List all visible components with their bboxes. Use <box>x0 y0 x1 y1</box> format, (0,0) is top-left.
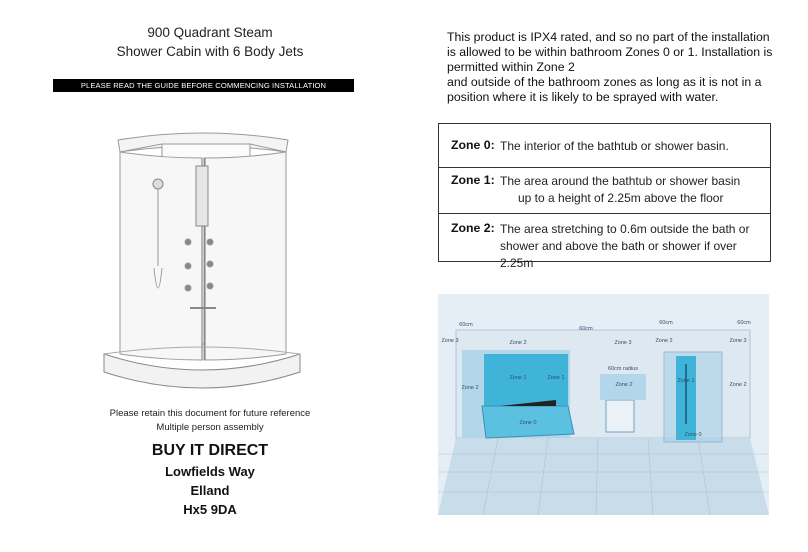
diagram-label-zone3-left: Zone 3 <box>441 338 459 344</box>
bathroom-zones-diagram <box>438 294 769 515</box>
zone-row <box>439 167 770 214</box>
ipx-line: is allowed to be within bathroom Zones 0 or 1. Installation is <box>447 45 773 59</box>
zone-description-line: The interior of the bathtub or shower basin. <box>500 139 729 153</box>
diagram-label-zone1-a: Zone 1 <box>509 375 527 381</box>
zone-description-line: up to a height of 2.25m above the floor <box>518 191 724 205</box>
diagram-label-zone2-a: Zone 2 <box>461 385 479 391</box>
shower-cabin-illustration <box>100 118 305 403</box>
assembly-note: Multiple person assembly <box>156 422 264 433</box>
retain-note: Please retain this document for future reference <box>109 408 311 419</box>
zone-description-line: The area stretching to 0.6m outside the bath or <box>500 222 750 236</box>
zone-description <box>500 173 740 207</box>
company-address1: Lowfields Way <box>165 464 255 479</box>
company-address2: Elland <box>190 483 230 498</box>
diagram-dim-60cm-c: 60cm <box>659 320 673 326</box>
ipx-notice <box>447 30 792 105</box>
zone-label: Zone 1: <box>451 173 495 187</box>
diagram-dim-60cm-a: 60cm <box>459 322 473 328</box>
diagram-label-zone2-c: Zone 2 <box>655 338 673 344</box>
diagram-label-zone0-shower: Zone 0 <box>684 432 702 438</box>
zone-description <box>500 138 729 155</box>
diagram-label-zone2-d: Zone 2 <box>729 382 747 388</box>
zone-definitions-table <box>438 123 771 270</box>
diagram-label-zone3-b: Zone 3 <box>614 340 632 346</box>
diagram-dim-radius: 60cm radius <box>608 366 638 372</box>
zone-row <box>439 124 770 167</box>
ipx-line: and outside of the bathroom zones as long as it is not in a <box>447 75 762 89</box>
ipx-line: This product is IPX4 rated, and so no part of the installation <box>447 30 770 44</box>
company-name: BUY IT DIRECT <box>151 442 269 459</box>
diagram-label-zone0-bath: Zone 0 <box>519 420 537 426</box>
ipx-line: position where it is likely to be sprayed with water. <box>447 90 719 104</box>
product-title-line2: Shower Cabin with 6 Body Jets <box>116 44 304 59</box>
zone-description <box>500 221 770 272</box>
zone-label: Zone 2: <box>451 221 495 235</box>
install-warning-banner: PLEASE READ THE GUIDE BEFORE COMMENCING INSTALLATION <box>53 79 354 92</box>
zone-label: Zone 0: <box>451 138 495 152</box>
zone-description-line: The area around the bathtub or shower basin <box>500 174 741 188</box>
zone-row <box>439 213 770 270</box>
diagram-dim-60cm-d: 60cm <box>737 320 751 326</box>
zone-description-line: shower and above the bath or shower if over 2.25m <box>500 239 737 270</box>
diagram-label-zone2-b: Zone 2 <box>509 340 527 346</box>
ipx-line: permitted within Zone 2 <box>447 60 575 74</box>
product-title-line1: 900 Quadrant Steam <box>147 25 273 40</box>
diagram-label-zone3-right: Zone 3 <box>729 338 747 344</box>
diagram-label-zone2-sink: Zone 2 <box>615 382 633 388</box>
diagram-label-zone1-shower: Zone 1 <box>677 378 695 384</box>
company-postcode: Hx5 9DA <box>183 502 237 517</box>
diagram-dim-60cm-b: 60cm <box>579 326 593 332</box>
diagram-label-zone1-b: Zone 1 <box>547 375 565 381</box>
